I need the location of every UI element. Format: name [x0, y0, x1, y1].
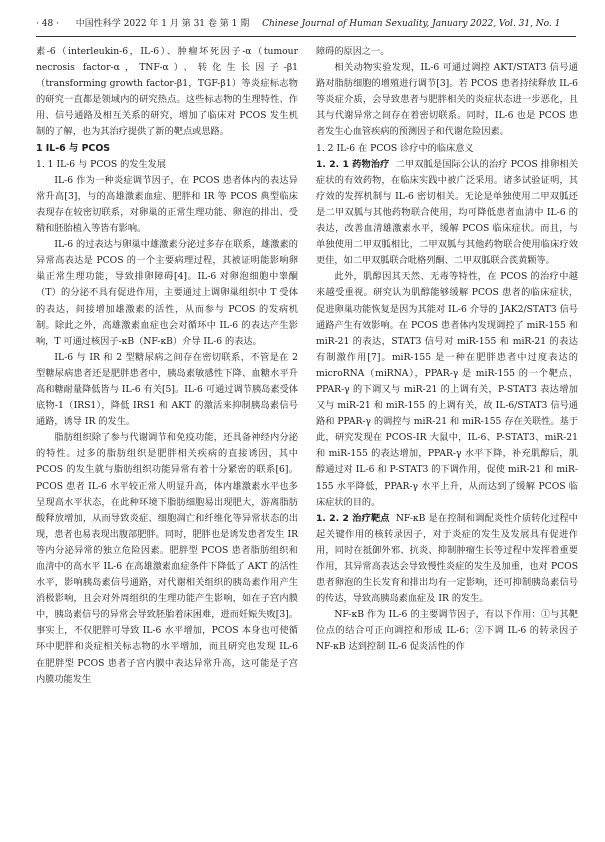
journal-title-en: Chinese Journal of Human Sexuality, January 2022, Vol. 31, No. 1 — [262, 19, 561, 29]
section-heading: 1 IL-6 与 PCOS — [36, 142, 111, 154]
header-rule — [36, 36, 576, 37]
paragraph: 素-6（interleukin-6，IL-6）、肿瘤坏死因子-α（tumour necrosis factor-α，TNF-α）、转化生长因子-β1（transforming growth factor-β1，TGF-β1）等炎症标志物的研究一直都是领域内的研究热点。这些标志物的生理特性、作用、信号通路及相互关系的研究，增加了临床对 PCOS 发生机制的了解，也为其治疗提供了新的靶点或思路。 — [36, 46, 298, 138]
paragraph: IL-6 的过表达与卵巢中雄激素分泌过多存在联系，雄激素的异常高表达是 PCOS 的一个主要病理过程，其被证明能影响卵巢正常生理功能，导致排卵障碍[4]。IL-6 对卵泡细胞中睾酮（T）的分泌不具有促进作用，主要通过上调卵巢组织中 T 受体的表达，间接增加雄激素的活性，从而参与 PCOS 的发病机制。除此之外，高雄激素血症也会对循环中 IL-6 的表达产生影响，T 可通过核因子-κB（NF-κB）介导 IL-6 的表达。 — [36, 239, 298, 347]
paragraph-text: NF-κB 是在控制和调配炎性介质转化过程中起关键作用的核转录因子，对于炎症的发生及发展具有促进作用，同时在抵御外邪、抗炎、抑制肿瘤生长等过程中发挥着重要作用，其异常高表达会导致慢性炎症的发生及加重，也对 PCOS 患者卵泡的生长发育和排出均有一定影响，还可抑制胰岛素信号的传达，导致高胰岛素血症及 IR 的发生。 — [316, 512, 578, 605]
paragraph: 脂肪组织除了参与代谢调节和免疫功能，还具备神经内分泌的特性。过多的脂肪组织是肥胖相关疾病的直接诱因，其中 PCOS 的发生就与脂肪组织功能异常有着十分紧密的联系[6]。PCOS 患者 IL-6 水平较正常人明显升高，体内雄激素水平也多呈现高水平状态，在此种环境下脂肪细胞易出现肥大，游离脂肪酸释放增加，从而导致炎症、细胞凋亡和纤维化等异常状态的出现，患者也易表现出腹部肥胖。同时，肥胖也是诱发患者发生 IR 等内分泌异常的独立危险因素。肥胖型 PCOS 患者脂肪组织和血清中的高水平 IL-6 在高雄激素血症条件下降低了 AKT 的活性水平，影响胰岛素信号通路，对代谢相关组织的胰岛素作用产生消极影响，且会对外周组织的生理功能产生影响，如在子宫内膜中，胰岛素信号的异常会导致胚胎着床困难，进而妊娠失败[3]。事实上，不仅肥胖可导致 IL-6 水平增加，PCOS 本身也可使循环中肥胖和炎症相关标志物的水平增加，而且研究也发现 IL-6 在肥胖型 PCOS 患者子宫内膜中表达异常升高，这可能是子宫内膜功能发生 — [36, 432, 298, 685]
running-header — [36, 14, 576, 34]
paragraph-with-heading — [316, 157, 578, 270]
right-column — [316, 44, 578, 656]
paragraph: IL-6 与 IR 和 2 型糖尿病之间存在密切联系，不管是在 2 型糖尿病患者还是肥胖患者中，胰岛素敏感性下降、血糖水平升高和糖耐量降低皆与 IL-6 有关[5]。IL-6 可通过调节胰岛素受体底物-1（IRS1），降低 IRS1 和 AKT 的激活来抑制胰岛素信号通路，诱导 IR 的发生。 — [36, 351, 298, 428]
journal-title-cn: 中国性科学 2022 年 1 月 第 31 卷 第 1 期 — [75, 19, 250, 29]
subsubsection-heading: 1. 2. 2 治疗靶点 — [316, 512, 390, 524]
paragraph-with-heading — [316, 511, 578, 608]
paragraph: 此外，肌醇因其天然、无毒等特性，在 PCOS 的治疗中越来越受重视。研究认为肌醇能够缓解 PCOS 患者的临床症状，促进卵巢功能恢复是因为其能对 IL-6 介导的 JAK2/STAT3 信号通路产生有效影响。在 PCOS 患者体内发现调控了 miR-155 和 miR-21 的表达，STAT3 信号对 miR-155 和 miR-21 的表达有制激作用[7]。miR-155 是一种在肥胖患者中过度表达的 microRNA（miRNA），PPAR-γ 是 miR-155 的一个靶点，PPAR-γ 的下调又与 miR-21 的上调有关，P-STAT3 表达增加又与 miR-21 和 miR-155 的上调有关，故 IL-6/STAT3 信号通路和 PPAR-γ 的调控与 miR-21 和 miR-155 存在关联性。基于此，研究发现在 PCOS-IR 大鼠中，IL-6、P-STAT3、miR-21 和 miR-155 的表达增加，PPAR-γ 水平下降，补充肌醇后，肌醇通过对 IL-6 和 P-STAT3 的下调作用，促使 miR-21 和 miR-155 水平降低，PPAR-γ 水平上升，从而达到了缓解 PCOS 临床症状的目的。 — [316, 271, 578, 508]
left-column — [36, 44, 298, 688]
paragraph: IL-6 作为一种炎症调节因子，在 PCOS 患者体内的表达异常升高[3]，与的高雄激素血症、肥胖和 IR 等 PCOS 典型临床表现存在较密切联系，对卵巢的正常生理功能、卵泡的排出、受精和胚胎植入等皆有影响。 — [36, 174, 298, 235]
page-number: · 48 · — [36, 19, 59, 29]
paragraph: 相关动物实验发现，IL-6 可通过调控 AKT/STAT3 信号通路对脂肪细胞的增殖进行调节[3]。若 PCOS 患者持续释放 IL-6 等炎症介质，会导致患者与肥胖相关的炎症状态进一步恶化，且其与代谢异常之间存在着密切联系。同时，IL-6 也是 PCOS 患者发生心血管疾病的预测因子和代谢危险因素。 — [316, 62, 578, 138]
subsection-heading: 1. 1 IL-6 与 PCOS 的发生发展 — [36, 158, 167, 170]
paragraph: 障碍的原因之一。 — [316, 46, 390, 57]
subsection-heading: 1. 2 IL-6 在 PCOS 诊疗中的临床意义 — [316, 142, 474, 154]
paragraph: NF-κB 作为 IL-6 的主要调节因子，有以下作用：①与其靶位点的结合可正向调控和形成 IL-6；②下调 IL-6 的转录因子 NF-κB 达到控制 IL-6 促炎活性的作 — [316, 609, 578, 653]
paragraph-text: 二甲双胍是国际公认的治疗 PCOS 排卵相关症状的有效药物，在临床实践中被广泛采用。诸多试验证明，其疗效的发挥机制与 IL-6 密切相关。无论是单独使用二甲双胍还是二甲双胍与其他药物联合使用，均可降低患者血清中 IL-6 的表达，改善血清雄激素水平，缓解 PCOS 临床症状。而且，与单独使用二甲双胍相比，二甲双胍与其他药物联合使用临床疗效更佳，如二甲双胍联合吡格列酮、二甲双胍联合芪黄颗等。 — [316, 158, 578, 267]
subsubsection-heading: 1. 2. 1 药物治疗 — [316, 158, 390, 170]
